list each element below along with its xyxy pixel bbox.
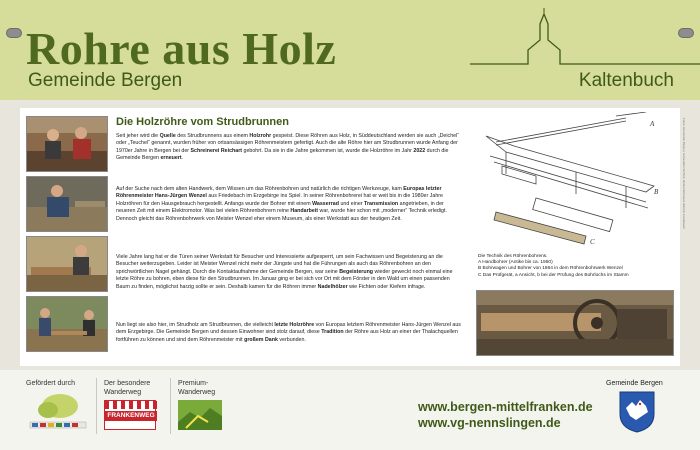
page-title: Rohre aus Holz — [26, 23, 337, 74]
workshop-photo-2 — [26, 176, 108, 232]
article-paragraph-2: Auf der Suche nach dem alten Handwerk, dem Wissen um das Röhrenbohren und natürlich die richtigen Werkzeuge, kam Europas letzter Röhrenmeister Hans-Jürgen Wenzel aus Friedebach im Erzgebirge ins Spiel. In seiner Röhrenbohrerei hat er weit bis in die 1980er Jahre Holzröhren für den Hausgebrauch hergestellt. Anfangs wurde der Bohrer mit einem Wasserrad und einer Transmission angetrieben, in der neueren Zeit mit einem Elektromotor. Was bei vielen Röhrenbohrern reine Handarbeit war, wurde hier schon mit „moderner“ Technik erledigt. Dennoch gleicht das Röhrenbohrwerk von Meister Wenzel eher einem Museum, als einer Werkstatt aus der heutigen Zeit. — [116, 186, 447, 222]
wanderweg-label: Der besondere Wanderweg — [104, 380, 151, 396]
article-paragraph-1: Seit jeher wird die Quelle des Strudbrunnens aus einem Holzrohr gespeist. Diese Röhren aus Holz, in Süddeutschland werden sie auch „Deichel“ oder „Teuchel“ genannt, wurden früher von ortsansässigen Röhrenmeistern gefertigt. Auch die alte Röhre hier am Strudbrunnen wurde Anfang der 1970er Jahre in Bergen bei der Schreinerei Reichart gebohrt. Da sie in die Jahre gekommen ist, wurde die Holzröhre im Jahr 2022 durch die Gemeinde Bergen erneuert. — [116, 133, 460, 162]
drawing-caption — [478, 254, 678, 279]
website-link-bergen[interactable]: www.bergen-mittelfranken.de — [418, 400, 593, 414]
photo-credit: Fotos: Gemeinde Bergen, Schautafel Technik, Röhrenbohrwerk Wenzel Friedebach — [682, 118, 686, 229]
drawing-letter-a: A — [650, 120, 655, 128]
boring-machine-photo — [476, 290, 674, 356]
header-banner — [0, 0, 700, 100]
mounting-hole-icon — [678, 28, 694, 38]
footer-divider — [96, 378, 97, 434]
community-label: Gemeinde Bergen — [606, 380, 663, 387]
drawing-letter-c: C — [590, 238, 595, 246]
article-paragraph-4: Nun liegt sie also hier, im Strudholz am Strudbrunnen, die vielleicht letzte Holzröhre von Europas letztem Röhrenmeister Hans-Jürgen Wenzel aus dem Erzgebirge. Die Gemeinde Bergen und dessen Einwohner sind stolz darauf, diese Tradition der Röhre aus Holz an einer der Thalachquellen fortführen zu können und sind dem Röhrenmeister mit großem Dank verbunden. — [116, 322, 461, 343]
funding-region-logo — [26, 392, 90, 430]
drawing-letter-b: B — [654, 188, 659, 196]
caption-title: Die Technik des Röhrenbohrens. — [478, 254, 548, 259]
workshop-photo-4 — [26, 296, 108, 352]
coat-of-arms-icon — [618, 390, 656, 434]
premium-wanderweg-logo — [178, 400, 222, 430]
place-name: Kaltenbuch — [578, 70, 674, 91]
frankenweg-logo — [104, 400, 156, 430]
footer-divider — [170, 378, 171, 434]
workshop-photo-3 — [26, 236, 108, 292]
caption-line: A Handbohrer (Antike bis ca. 1950) — [478, 260, 553, 266]
caption-line: C Das Prüfgerät, a Ansicht, b bei der Prüfung des Bohrlochs im Stamm — [478, 272, 629, 278]
boring-technique-drawing — [476, 112, 674, 250]
caption-line: B Bohrwagen und Bohrer von 1864 in dem Röhrenbohrwerk Wenzel — [478, 266, 623, 272]
article-paragraph-3: Viele Jahre lang hat er die Türen seiner Werkstatt für Besucher und Interessierte aufgesperrt, um sein Fachwissen und Begeisterung an die Besucher weiterzugeben. Leider ist Meister Wenzel nicht mehr der Jüngste und hat die Führungen als auch das Röhrenbohren an den sprichwörtlichen Nagel gehängt. Durch die Kontaktaufnahme der Gemeinde Bergen, war seine Begeisterung wieder geweckt noch einmal eine letzte Röhre zu bohren, eben diese für den Strudbrunnen. Im Januar ging er bei sich vor Ort mit dem Förster in den Wald um einen passenden Baum zu finden, möglichst harzig sollte er sein. Deshalb kamen für die Röhren immer Nadelhölzer wie Fichten oder Kiefern infrage. — [116, 254, 453, 290]
article-heading: Die Holzröhre vom Strudbrunnen — [116, 116, 289, 128]
frankenweg-logo-text: FRANKENWEG — [105, 411, 157, 421]
page-subtitle: Gemeinde Bergen — [28, 70, 183, 91]
funded-by-label: Gefördert durch — [26, 380, 76, 387]
photo-credit-vertical — [680, 118, 688, 348]
premium-wanderweg-label: Premium- Wanderweg — [178, 380, 216, 396]
website-link-vg-nennslingen[interactable]: www.vg-nennslingen.de — [418, 416, 561, 430]
church-skyline-icon — [470, 6, 700, 70]
workshop-photo-1 — [26, 116, 108, 172]
mounting-hole-icon — [6, 28, 22, 38]
